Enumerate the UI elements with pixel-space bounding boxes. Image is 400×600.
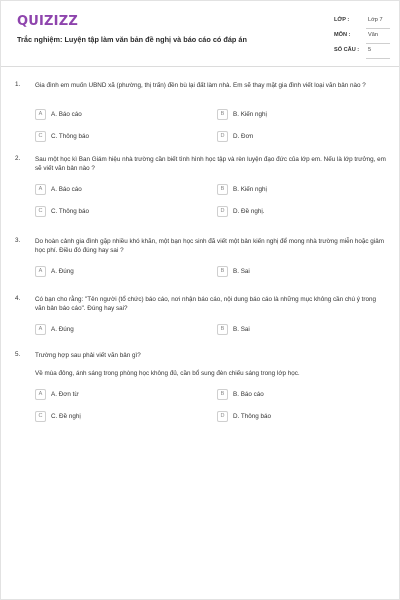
- option-letter-box: D: [217, 131, 228, 142]
- option-c[interactable]: [35, 411, 195, 423]
- option-a[interactable]: [35, 109, 195, 121]
- meta-info: [334, 15, 388, 60]
- meta-row-subject: [334, 30, 388, 45]
- worksheet-header: [1, 1, 399, 67]
- option-letter-box: B: [217, 184, 228, 195]
- meta-value: 5: [368, 47, 372, 53]
- option-letter-box: D: [217, 206, 228, 217]
- option-letter-box: B: [217, 266, 228, 277]
- option-letter-box: A: [35, 324, 46, 335]
- option-letter-box: A: [35, 266, 46, 277]
- option-letter-box: C: [35, 131, 46, 142]
- option-text: A. Báo cáo: [51, 111, 82, 118]
- option-text: D. Thông báo: [233, 413, 272, 420]
- option-text: A. Báo cáo: [51, 186, 82, 193]
- question-subtext: Về mùa đông, ánh sáng trong phòng học không đủ, cần bổ sung đèn chiếu sáng trong lớp học.: [35, 370, 300, 377]
- option-text: B. Báo cáo: [233, 391, 264, 398]
- option-a[interactable]: [35, 184, 195, 196]
- question-text: Do hoàn cảnh gia đình gặp nhiều khó khăn, một bạn học sinh đã viết một bản kiến nghị để mong nhà trường miễn hoặc giảm học phí. Điều đó đúng hay sai ?: [35, 238, 384, 255]
- question-text: Trường hợp sau phải viết văn bản gì?: [35, 352, 141, 359]
- option-text: D. Đề nghị.: [233, 208, 265, 215]
- meta-underline: [366, 28, 390, 29]
- option-a[interactable]: [35, 266, 195, 278]
- option-b[interactable]: [217, 324, 377, 336]
- option-b[interactable]: [217, 109, 377, 121]
- option-letter-box: B: [217, 324, 228, 335]
- option-b[interactable]: [217, 389, 377, 401]
- option-text: B. Kiến nghị: [233, 186, 267, 193]
- option-b[interactable]: [217, 266, 377, 278]
- question-number: 4.: [15, 295, 21, 302]
- option-text: B. Sai: [233, 268, 250, 275]
- option-text: B. Kiến nghị: [233, 111, 267, 118]
- meta-underline: [366, 43, 390, 44]
- option-text: C. Thông báo: [51, 133, 90, 140]
- meta-label: MÔN :: [334, 32, 351, 38]
- meta-underline: [366, 58, 390, 59]
- option-letter-box: D: [217, 411, 228, 422]
- option-a[interactable]: [35, 389, 195, 401]
- option-d[interactable]: [217, 206, 377, 218]
- option-letter-box: B: [217, 389, 228, 400]
- meta-row-grade: [334, 15, 388, 30]
- question-text: Gia đình em muốn UBND xã (phường, thị trấn) đền bù lại đất làm nhà. Em sẽ thay mặt gia đình viết loại văn bản nào ?: [35, 82, 366, 89]
- meta-value: Lớp 7: [368, 17, 383, 23]
- worksheet-title: Trắc nghiệm: Luyện tập làm văn bản đề nghị và báo cáo có đáp án: [17, 35, 247, 44]
- meta-label: SỐ CÂU :: [334, 47, 360, 53]
- quizizz-logo: QUIZIZZ: [17, 14, 78, 29]
- option-d[interactable]: [217, 411, 377, 423]
- question-number: 5.: [15, 351, 21, 358]
- option-d[interactable]: [217, 131, 377, 143]
- option-a[interactable]: [35, 324, 195, 336]
- question-number: 2.: [15, 155, 21, 162]
- meta-label: LỚP :: [334, 17, 350, 23]
- option-b[interactable]: [217, 184, 377, 196]
- option-letter-box: A: [35, 389, 46, 400]
- option-letter-box: A: [35, 109, 46, 120]
- option-letter-box: B: [217, 109, 228, 120]
- meta-row-count: [334, 45, 388, 60]
- option-text: C. Đề nghị: [51, 413, 81, 420]
- option-letter-box: C: [35, 206, 46, 217]
- question-text: Sau một học kì Ban Giám hiệu nhà trường cần biết tình hình học tập và rèn luyện đạo đức của lớp em. Nếu là lớp trưởng, em sẽ viết văn bản nào ?: [35, 156, 386, 173]
- option-text: A. Đúng: [51, 326, 74, 333]
- question-number: 1.: [15, 81, 21, 88]
- option-text: C. Thông báo: [51, 208, 90, 215]
- question-number: 3.: [15, 237, 21, 244]
- option-c[interactable]: [35, 206, 195, 218]
- question-text: Có bạn cho rằng: "Tên người (tổ chức) báo cáo, nơi nhận báo cáo, nội dung báo cáo là những mục không cần chú ý trong văn bản báo cáo". Đúng hay sai?: [35, 296, 376, 313]
- option-letter-box: A: [35, 184, 46, 195]
- option-text: A. Đúng: [51, 268, 74, 275]
- meta-value: Văn: [368, 32, 378, 38]
- option-letter-box: C: [35, 411, 46, 422]
- option-c[interactable]: [35, 131, 195, 143]
- option-text: D. Đơn: [233, 133, 254, 140]
- option-text: A. Đơn từ: [51, 391, 79, 398]
- option-text: B. Sai: [233, 326, 250, 333]
